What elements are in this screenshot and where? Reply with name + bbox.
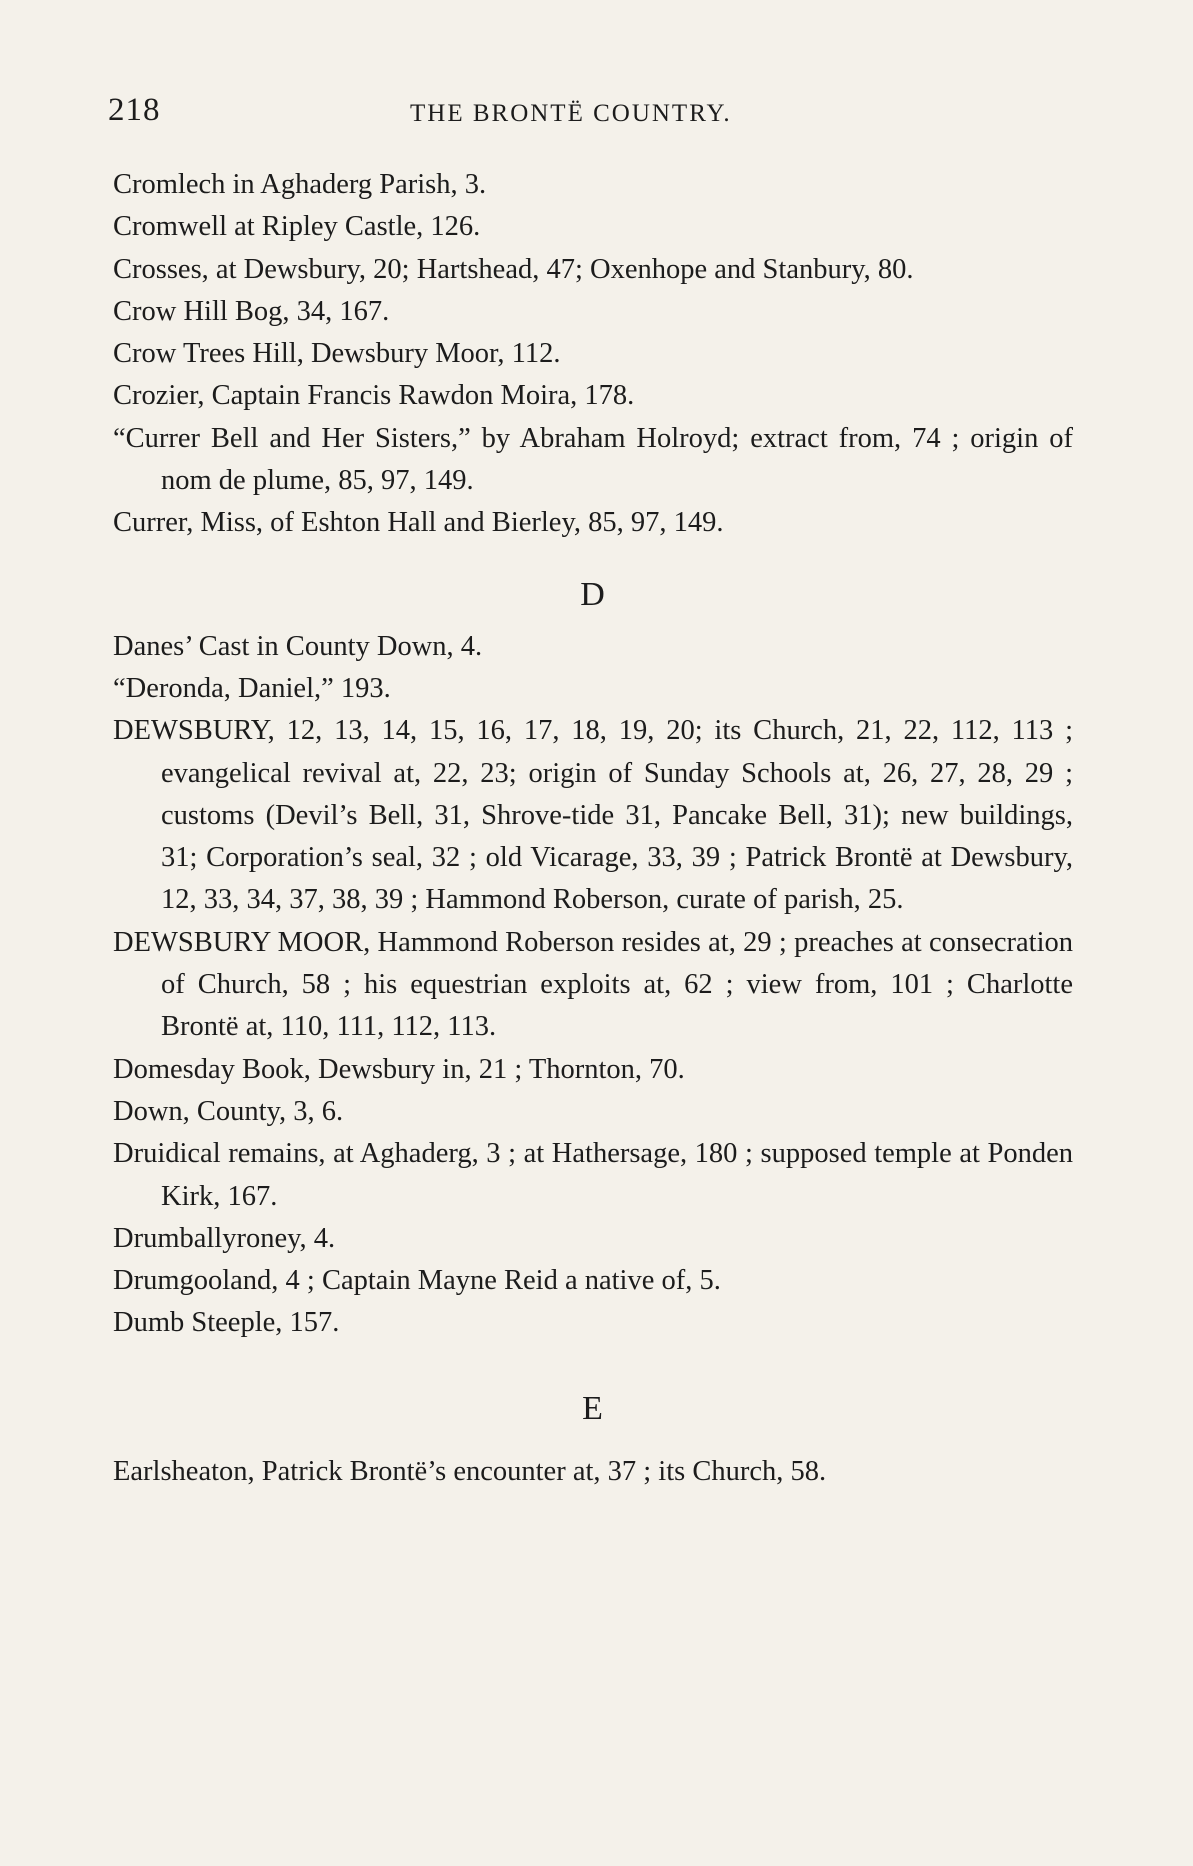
- index-entry: DEWSBURY MOOR, Hammond Roberson resides at, 29 ; preaches at consecration of Church, 58 ; his equestrian exploits at, 62 ; view from, 101 ; Charlotte Brontë at, 110, 111, 112, 113.: [113, 926, 1073, 1043]
- index-entry: Druidical remains, at Aghaderg, 3 ; at Hathersage, 180 ; supposed temple at Ponden Kirk, 167.: [113, 1138, 1073, 1212]
- index-entry: Crow Trees Hill, Dewsbury Moor, 112.: [113, 338, 561, 370]
- index-entry: Drumballyroney, 4.: [113, 1222, 336, 1254]
- index-entry: Currer, Miss, of Eshton Hall and Bierley, 85, 97, 149.: [113, 507, 724, 539]
- index-entry: Drumgooland, 4 ; Captain Mayne Reid a native of, 5.: [113, 1265, 721, 1297]
- index-entry: Cromlech in Aghaderg Parish, 3.: [113, 169, 487, 200]
- running-head: [108, 92, 1068, 132]
- index-entry: Dumb Steeple, 157.: [113, 1307, 340, 1339]
- index-entry: “Currer Bell and Her Sisters,” by Abraham Holroyd; extract from, 74 ; origin of nom de plume, 85, 97, 149.: [113, 422, 1073, 497]
- index-list: [113, 164, 1073, 1493]
- page-number: 218: [108, 92, 161, 128]
- section-letter-d: D: [580, 575, 605, 613]
- index-entry: Crozier, Captain Francis Rawdon Moira, 178.: [113, 380, 635, 412]
- index-entry: DEWSBURY, 12, 13, 14, 15, 16, 17, 18, 19, 20; its Church, 21, 22, 112, 113 ; evangelical revival at, 22, 23; origin of Sunday Schools at, 26, 27, 28, 29 ; customs (Devil’s Bell, 31, Shrove-tide 31, Pancake Bell, 31); new buildings, 31; Corporation’s seal, 32 ; old Vicarage, 33, 39 ; Patrick Brontë at Dewsbury, 12, 33, 34, 37, 38, 39 ; Hammond Roberson, curate of parish, 25.: [113, 715, 1073, 916]
- index-entry: Crow Hill Bog, 34, 167.: [113, 295, 390, 327]
- index-entry: Earlsheaton, Patrick Brontë’s encounter at, 37 ; its Church, 58.: [113, 1455, 827, 1487]
- index-entry: Danes’ Cast in County Down, 4.: [113, 630, 483, 662]
- running-title: THE BRONTË COUNTRY.: [410, 100, 732, 127]
- index-entry: Crosses, at Dewsbury, 20; Hartshead, 47; Oxenhope and Stanbury, 80.: [113, 253, 914, 285]
- index-entry: Cromwell at Ripley Castle, 126.: [113, 211, 481, 243]
- index-entry: Domesday Book, Dewsbury in, 21 ; Thornton, 70.: [113, 1053, 685, 1085]
- index-entry: Down, County, 3, 6.: [113, 1095, 344, 1127]
- index-entry: “Deronda, Daniel,” 193.: [113, 672, 391, 704]
- section-letter-e: E: [582, 1389, 603, 1427]
